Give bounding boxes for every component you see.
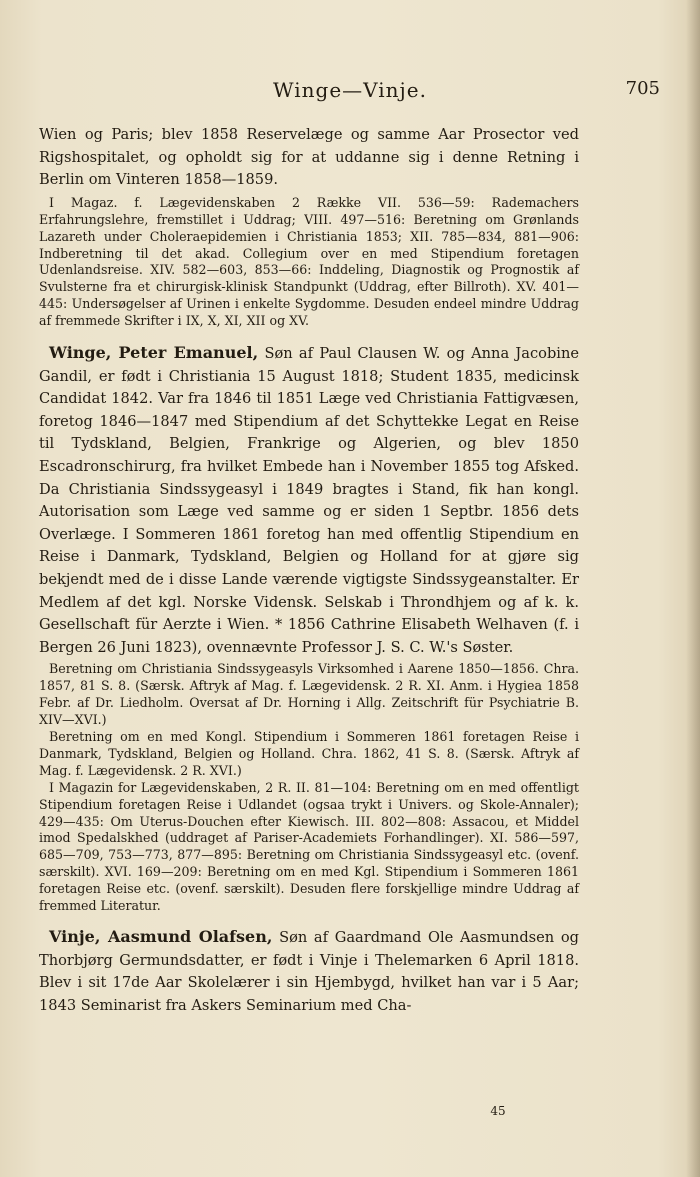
page-header — [30, 78, 670, 108]
page-body — [39, 124, 579, 1017]
printer-signature: 45 — [490, 1104, 506, 1118]
page-number: 705 — [625, 78, 660, 99]
entry-biography: Søn af Gaardmand Ole Aasmundsen og Thorbjørg Germundsdatter, er født i Vinje i Thelemarken 6 April 1818. Blev i sit 17de Aar Skolelærer i sin Hjembygd, hvilket han var i 5 Aar; 1843 Seminarist fra Askers Seminarium med Cha- — [39, 928, 579, 1014]
page-footer — [0, 1104, 700, 1118]
entry-name: Vinje, Aasmund Olafsen, — [49, 926, 273, 946]
entry-winge — [39, 342, 579, 659]
continuation-paragraph: Wien og Paris; blev 1858 Reservelæge og samme Aar Prosector ved Rigshospitalet, og opholdt sig for at uddanne sig i denne Retning i Berlin om Vinteren 1858—1859. — [39, 126, 579, 189]
entry-name: Winge, Peter Emanuel, — [49, 343, 259, 363]
work-item: I Magazin for Lægevidenskaben, 2 R. II. 81—104: Beretning om en med offentligt Stipendium foretagen Reise i Udlandet (ogsaa trykt i Univers. og Skole-Annaler); 429—435: Om Uterus-Douchen efter Kiewisch. III. 802—808: Assacou, et Middel imod Spedalskhed (uddraget af Pariser-Academiets Forhandlinger). XI. 586—597, 685—709, 753—773, 877—895: Beretning om Christiania Sindssygeasyl etc. (ovenf. særskilt). XVI. 169—209: Beretning om en med Kgl. Stipendium i Sommeren 1861 foretagen Reise etc. (ovenf. særskilt). Desuden flere forskjellige mindre Uddrag af fremmed Literatur. — [39, 779, 579, 914]
entry-vinje — [39, 926, 579, 1017]
entry-biography: Søn af Paul Clausen W. og Anna Jacobine Gandil, er født i Christiania 15 August 1818; Student 1835, medicinsk Candidat 1842. Var fra 1846 til 1851 Læge ved Christiania Fattigvæsen, foretog 1846—1847 med Stipendium af det Schyttekke Legat en Reise til Tydskland, Belgien, Frankrige og Algerien, og blev 1850 Escadronschirurg, fra hvilket Embede han i November 1855 tog Afsked. Da Christiania Sindssygeasyl i 1849 bragtes i Stand, fik han kongl. Autorisation som Læge ved samme og er siden 1 Septbr. 1856 dets Overlæge. I Sommeren 1861 foretog han med offentlig Stipendium en Reise i Danmark, Tydskland, Belgien og Holland for at gjøre sig bekjendt med de i disse Lande værende vigtigste Sindssygeanstalter. Er Medlem af det kgl. Norske Vidensk. Selskab i Throndhjem og af k. k. Gesellschaft für Aerzte i Wien. * 1856 Cathrine Elisabeth Welhaven (f. i Bergen 26 Juni 1823), ovennævnte Professor J. S. C. W.'s Søster. — [39, 345, 579, 656]
page-edge-shadow — [686, 0, 700, 1177]
bibliography-paragraph: I Magaz. f. Lægevidenskaben 2 Række VII. 536—59: Rademachers Erfahrungslehre, fremstillet i Uddrag; VIII. 497—516: Beretning om Grønlands Lazareth under Choleraepidemien i Christiania 1853; XII. 785—834, 881—906: Indberetning til det akad. Collegium over en med Stipendium foretagen Udenlandsreise. XIV. 582—603, 853—66: Inddeling, Diagnostik og Prognostik af Svulsterne fra et chirurgisk-klinisk Standpunkt (Uddrag, efter Billroth). XV. 401—445: Undersøgelser af Urinen i enkelte Sygdomme. Desuden endeel mindre Uddrag af fremmede Skrifter i IX, X, XI, XII og XV. — [39, 194, 579, 329]
work-item: Beretning om Christiania Sindssygeasyls Virksomhed i Aarene 1850—1856. Chra. 1857, 81 S. 8. (Særsk. Aftryk af Mag. f. Lægevidensk. 2 R. XI. Anm. i Hygiea 1858 Febr. af Dr. Liedholm. Oversat af Dr. Horning i Allg. Zeitschrift für Psychiatrie B. XIV—XVI.) — [39, 661, 579, 728]
running-title: Winge—Vinje. — [273, 78, 427, 102]
work-item: Beretning om en med Kongl. Stipendium i Sommeren 1861 foretagen Reise i Danmark, Tydskland, Belgien og Holland. Chra. 1862, 41 S. 8. (Særsk. Aftryk af Mag. f. Lægevidensk. 2 R. XVI.) — [39, 728, 579, 778]
